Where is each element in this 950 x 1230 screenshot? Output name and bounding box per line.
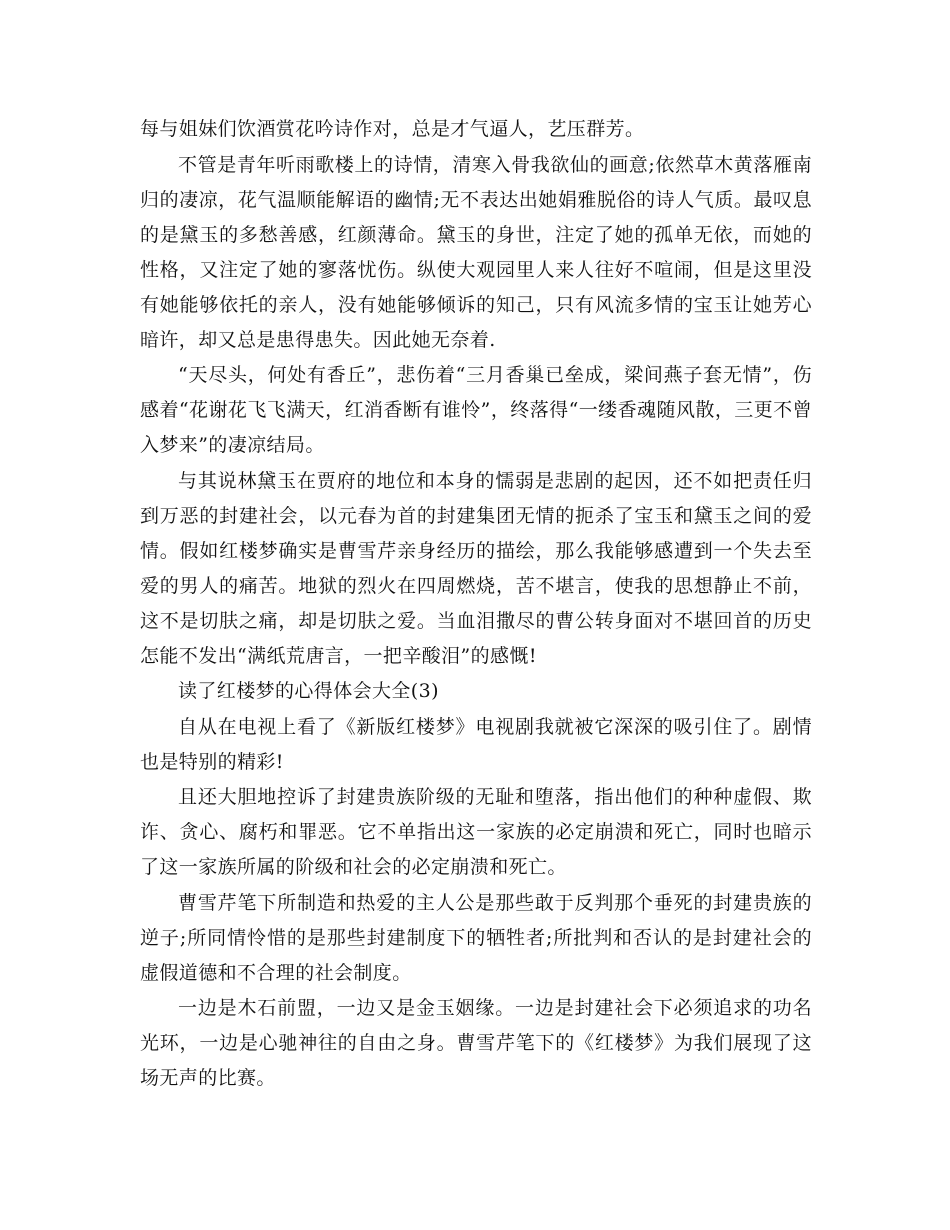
paragraph-2: 不管是青年听雨歌楼上的诗情，清寒入骨我欲仙的画意;依然草木黄落雁南归的凄凉，花气温顺能解语的幽情;无不表达出她娟雅脱俗的诗人气质。最叹息的是黛玉的多愁善感，红颜薄命。黛玉的身世，注定了她的孤单无依，而她的性格，又注定了她的寥落忧伤。纵使大观园里人来人往好不喧闹，但是这里没有她能够依托的亲人，没有她能够倾诉的知己，只有风流多情的宝玉让她芳心暗许，却又总是患得患失。因此她无奈着. xyxy=(140,153,812,351)
paragraph-3: “天尽头，何处有香丘”，悲伤着“三月香巢已垒成，梁间燕子套无情”，伤感着“花谢花飞飞满天，红消香断有谁怜”，终落得“一缕香魂随风散，三更不曾入梦来”的凄凉结局。 xyxy=(140,364,812,456)
paragraph-5: 自从在电视上看了《新版红楼梦》电视剧我就被它深深的吸引住了。剧情也是特别的精彩! xyxy=(140,715,812,773)
paragraph-4: 与其说林黛玉在贾府的地位和本身的懦弱是悲剧的起因，还不如把责任归到万恶的封建社会，以元春为首的封建集团无情的扼杀了宝玉和黛玉之间的爱情。假如红楼梦确实是曹雪芹亲身经历的描绘，那么我能够感遭到一个失去至爱的男人的痛苦。地狱的烈火在四周燃烧，苦不堪言，使我的思想静止不前，这不是切肤之痛，却是切肤之爱。当血泪撒尽的曹公转身面对不堪回首的历史怎能不发出“满纸荒唐言，一把辛酸泪”的感慨! xyxy=(140,469,812,667)
section-heading: 读了红楼梦的心得体会大全(3) xyxy=(178,680,439,702)
paragraph-8: 一边是木石前盟，一边又是金玉姻缘。一边是封建社会下必须追求的功名光环，一边是心驰神往的自由之身。曹雪芹笔下的《红楼梦》为我们展现了这场无声的比赛。 xyxy=(140,997,812,1089)
paragraph-1: 每与姐妹们饮酒赏花吟诗作对，总是才气逼人，艺压群芳。 xyxy=(140,118,645,140)
document-body xyxy=(140,112,812,1097)
paragraph-7: 曹雪芹笔下所制造和热爱的主人公是那些敢于反判那个垂死的封建贵族的逆子;所同情怜惜的是那些封建制度下的牺牲者;所批判和否认的是封建社会的虚假道德和不合理的社会制度。 xyxy=(140,891,812,984)
paragraph-6: 且还大胆地控诉了封建贵族阶级的无耻和堕落，指出他们的种种虚假、欺诈、贪心、腐朽和罪恶。它不单指出这一家族的必定崩溃和死亡，同时也暗示了这一家族所属的阶级和社会的必定崩溃和死亡。 xyxy=(140,786,812,878)
